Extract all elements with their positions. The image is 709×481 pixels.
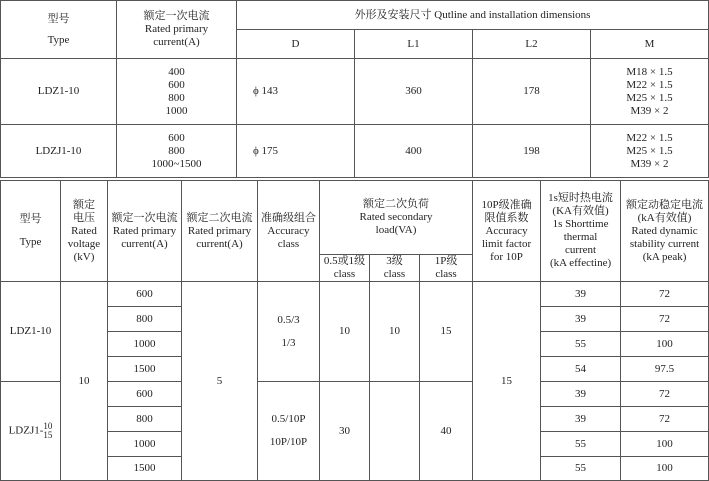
load-3-header: 3级 class xyxy=(370,255,420,282)
load-1p-cell: 40 xyxy=(420,382,473,481)
dynamic-cell: 100 xyxy=(621,332,709,357)
dynamic-header: 额定动稳定电流 (kA有效值) Rated dynamic stability current (kA peak) xyxy=(621,181,709,282)
load-1p-cell: 15 xyxy=(420,282,473,382)
l1-cell: 360 xyxy=(355,59,473,125)
type-header: 型号 Type xyxy=(1,181,61,282)
primary-cell: 800 xyxy=(108,307,182,332)
dynamic-cell: 97.5 xyxy=(621,357,709,382)
table-row xyxy=(1,125,709,178)
dimensions-title: 外形及安装尺寸 Qutline and installation dimensions xyxy=(237,1,709,30)
thermal-cell: 54 xyxy=(541,357,621,382)
type-cell: LDZ1-10 xyxy=(1,282,61,382)
load-1p-header: 1P级 class xyxy=(420,255,473,282)
thermal-cell: 55 xyxy=(541,432,621,457)
type-main: LDZJ1- xyxy=(8,424,44,437)
type-cell xyxy=(1,382,61,481)
dynamic-cell: 100 xyxy=(621,432,709,457)
thermal-header: 1s短时热电流 (KA有效值) 1s Shorttime thermal current (kA effectine) xyxy=(541,181,621,282)
l2-cell: 198 xyxy=(473,125,591,178)
m-cell: M22 × 1.5 M25 × 1.5 M39 × 2 xyxy=(591,125,709,178)
primary-cell: 800 xyxy=(108,407,182,432)
col-d-header: D xyxy=(237,30,355,59)
primary-cell: 1000 xyxy=(108,332,182,357)
dynamic-cell: 72 xyxy=(621,407,709,432)
col-l1-header: L1 xyxy=(355,30,473,59)
primary-cell: 1500 xyxy=(108,457,182,481)
voltage-header: 额定 电压 Rated voltage (kV) xyxy=(61,181,108,282)
load-05-header: 0.5或1级 class xyxy=(320,255,370,282)
thermal-cell: 55 xyxy=(541,457,621,481)
table-row xyxy=(1,282,709,307)
l1-cell: 400 xyxy=(355,125,473,178)
dynamic-cell: 100 xyxy=(621,457,709,481)
table-row xyxy=(1,59,709,125)
thermal-cell: 39 xyxy=(541,282,621,307)
secondary-cell: 5 xyxy=(182,282,258,481)
currents-cell: 400 600 800 1000 xyxy=(117,59,237,125)
type-header: 型号 Type xyxy=(1,1,117,59)
d-cell: ϕ 175 xyxy=(237,125,355,178)
l2-cell: 178 xyxy=(473,59,591,125)
secondary-header: 额定二次电流 Rated primary current(A) xyxy=(182,181,258,282)
load-header: 额定二次负荷 Rated secondary load(VA) xyxy=(320,181,473,255)
table-row xyxy=(1,382,709,407)
dynamic-cell: 72 xyxy=(621,382,709,407)
dynamic-cell: 72 xyxy=(621,307,709,332)
limit-factor-header: 10P级准确 限值系数 Accuracy limit factor for 10P xyxy=(473,181,541,282)
thermal-cell: 39 xyxy=(541,407,621,432)
type-sup: 10 xyxy=(43,421,53,431)
voltage-cell: 10 xyxy=(61,282,108,481)
m-cell: M18 × 1.5 M22 × 1.5 M25 × 1.5 M39 × 2 xyxy=(591,59,709,125)
accuracy-cell: 0.5/3 1/3 xyxy=(258,282,320,382)
thermal-cell: 39 xyxy=(541,307,621,332)
thermal-cell: 55 xyxy=(541,332,621,357)
dimensions-table xyxy=(0,0,709,178)
dynamic-cell: 72 xyxy=(621,282,709,307)
load-3-cell xyxy=(370,382,420,481)
load-05-cell: 30 xyxy=(320,382,370,481)
type-sub: 15 xyxy=(43,430,53,440)
load-3-cell: 10 xyxy=(370,282,420,382)
limit-factor-cell: 15 xyxy=(473,282,541,481)
col-m-header: M xyxy=(591,30,709,59)
currents-cell: 600 800 1000~1500 xyxy=(117,125,237,178)
accuracy-header: 准确级组合 Accuracy class xyxy=(258,181,320,282)
primary-cell: 1000 xyxy=(108,432,182,457)
load-05-cell: 10 xyxy=(320,282,370,382)
d-cell: ϕ 143 xyxy=(237,59,355,125)
primary-cell: 600 xyxy=(108,282,182,307)
ratings-table xyxy=(0,180,709,481)
primary-cell: 1500 xyxy=(108,357,182,382)
rated-primary-header: 额定一次电流 Rated primary current(A) xyxy=(117,1,237,59)
col-l2-header: L2 xyxy=(473,30,591,59)
thermal-cell: 39 xyxy=(541,382,621,407)
type-cell: LDZ1-10 xyxy=(1,59,117,125)
accuracy-cell: 0.5/10P 10P/10P xyxy=(258,382,320,481)
primary-header: 额定一次电流 Rated primary current(A) xyxy=(108,181,182,282)
primary-cell: 600 xyxy=(108,382,182,407)
type-cell: LDZJ1-10 xyxy=(1,125,117,178)
